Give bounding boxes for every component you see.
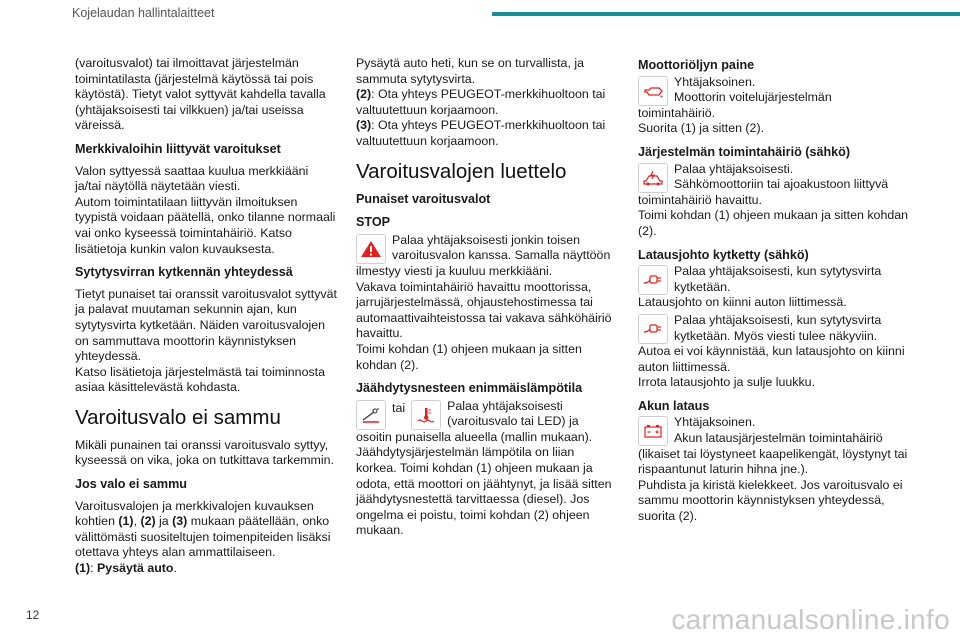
text: : Ota yhteys PEUGEOT-merkkihuoltoon tai valtuutettuun korjaamoon. <box>356 87 606 117</box>
entry-text: Toimi kohdan (1) ohjeen mukaan ja sitten kohdan (2). <box>356 341 582 372</box>
entry-title-battery: Akun lataus <box>638 398 710 413</box>
paragraph: Pysäytä auto heti, kun se on turvallista, ja sammuta sytytysvirta. <box>356 56 584 86</box>
entry-text: Akun latausjärjestelmän toimintahäiriö (likaiset tai löystyneet kaapelikengät, löystynyt tai rispaantunut laturin hihna jne.). <box>638 431 908 477</box>
ref-1: (1) <box>75 561 91 576</box>
section-heading-sytytys: Sytytysvirran kytkennän yhteydessä <box>75 265 293 280</box>
entry-text: Palaa yhtäjaksoisesti, kun sytytysvirta kytketään. <box>674 264 882 294</box>
section-heading-merkkivalot: Merkkivaloihin liittyvät varoitukset <box>75 141 281 156</box>
paragraph <box>75 164 337 195</box>
entry-title-coolant: Jäähdytysnesteen enimmäislämpötila <box>356 381 583 396</box>
header-title: Kojelaudan hallintalaitteet <box>72 6 215 20</box>
column-2 <box>356 56 616 541</box>
entry-text: Palaa yhtäjaksoisesti, kun sytytysvirta kytketään. Myös viesti tulee näkyviin. <box>674 312 882 343</box>
entry-text: Vakava toimintahäiriö havaittu moottorissa, jarrujärjestelmässä, ohjaustehostimessa tai automaattivaihteistossa tai vakava sähköhäiriö havaittu. <box>356 279 612 341</box>
coolant-temperature-icon <box>411 400 441 430</box>
entry-stop <box>356 233 616 373</box>
entry-oil <box>638 75 908 137</box>
text: mukaan päätellään, onko välittömästi suositeltujen toimenpiteiden lisäksi otettava yhteys alan ammattilaiseen. <box>75 514 331 560</box>
entry-text: Palaa yhtäjaksoisesti (varoitusvalo tai LED) ja osoitin punaisella alueella (mallin mukaan). <box>356 398 593 444</box>
text: : <box>90 561 98 576</box>
entry-charging-cable-2 <box>638 313 908 391</box>
oil-pressure-icon <box>638 76 668 106</box>
entry-text: Sähkömoottoriin tai ajoakustoon liittyvä toimintahäiriö havaittu. <box>638 177 889 207</box>
stop-car-label: Pysäytä auto <box>97 561 174 576</box>
entry-text: Yhtäjaksoinen. <box>674 415 756 430</box>
text: : Ota yhteys PEUGEOT-merkkihuoltoon tai valtuutettuun korjaamoon. <box>356 118 606 148</box>
entry-coolant <box>356 399 616 539</box>
entry-title-stop: STOP <box>356 215 391 230</box>
heading-varoitusvalo-ei-sammu: Varoitusvalo ei sammu <box>75 405 281 429</box>
coolant-gauge-icon <box>356 400 386 430</box>
entry-text: Latausjohto on kiinni auton liittimessä. <box>638 295 847 310</box>
text: , <box>133 514 141 529</box>
entry-electric <box>638 162 908 240</box>
entry-title-electric: Järjestelmän toimintahäiriö (sähkö) <box>638 144 851 159</box>
ref-3: (3) <box>356 118 372 133</box>
page-number: 12 <box>26 608 40 622</box>
entry-text: Yhtäjaksoinen. <box>674 74 756 89</box>
section-heading-jos-valo: Jos valo ei sammu <box>75 477 187 492</box>
ref-1: (1) <box>118 514 134 529</box>
column-1 <box>75 56 337 583</box>
paragraph <box>356 87 616 118</box>
paragraph: Katso lisätietoja järjestelmästä tai toiminnosta asiaa käsittelevästä kohdasta. <box>75 364 325 395</box>
entry-text: Irrota latausjohto ja sulje luukku. <box>638 375 816 390</box>
charging-plug-icon <box>638 265 668 295</box>
section-heading-punaiset: Punaiset varoitusvalot <box>356 191 491 206</box>
battery-icon <box>638 416 668 446</box>
ref-2: (2) <box>356 87 372 102</box>
header-accent-bar <box>492 12 960 16</box>
text: Varoitusvalojen ja merkkivalojen kuvauksen kohtien <box>75 498 314 529</box>
column-3 <box>638 58 908 527</box>
entry-title-oil: Moottoriöljyn paine <box>638 58 755 72</box>
charging-plug-icon <box>638 314 668 344</box>
paragraph <box>356 118 616 149</box>
text: ja <box>155 514 173 529</box>
paragraph: Mikäli punainen tai oranssi varoitusvalo syttyy, kyseessä on vika, joka on tutkittava tarkemmin. <box>75 437 334 468</box>
paragraph-line: Valon syttyessä saattaa kuulua merkkiääni ja/tai näytöllä näytetään viesti. <box>75 163 309 194</box>
warning-triangle-icon <box>356 234 386 264</box>
entry-text: Suorita (1) ja sitten (2). <box>638 121 765 136</box>
heading-varoitusvalojen-luettelo: Varoitusvalojen luettelo <box>356 159 567 183</box>
entry-charging-cable-1 <box>638 264 908 311</box>
text: . <box>173 561 177 576</box>
paragraph <box>75 561 337 577</box>
entry-text: Toimi kohdan (1) ohjeen mukaan ja sitten kohdan (2). <box>638 208 909 238</box>
ref-3: (3) <box>172 514 188 529</box>
electric-fault-car-icon <box>638 163 668 193</box>
paragraph: Tietyt punaiset tai oranssit varoitusvalot syttyvät ja palavat muutaman sekunnin ajan, kun sytytysvirta kytketään. Näiden varoitusvalojen on sammuttava moottorin käynnistyksen yhteydessä. <box>75 286 337 364</box>
ref-2: (2) <box>140 514 156 529</box>
watermark: carmanualsonline.info <box>671 604 950 635</box>
entry-text: Jäähdytysjärjestelmän lämpötila on liian korkea. Toimi kohdan (1) ohjeen mukaan ja odota, että moottori on jäähtynyt, ja lisää sitten jäähdytysnestettä tarvittaessa (diesel). Jos ongelma ei poistu, toimi kohdan (2) ohjeen mukaan. <box>356 445 612 538</box>
entry-text: Palaa yhtäjaksoisesti. <box>674 161 794 176</box>
paragraph: (varoitusvalot) tai ilmoittavat järjestelmän toimintatilasta (järjestelmä käytössä tai pois käytöstä). Tietyt valot syttyvät kahdella tavalla (yhtäjaksoisesti tai vilkkuen) ja/tai useissa väreissä. <box>75 56 326 133</box>
paragraph <box>75 499 337 561</box>
entry-text: Palaa yhtäjaksoisesti jonkin toisen varoitusvalon kanssa. Samalla näyttöön ilmestyy viesti ja kuuluu merkkiääni. <box>356 232 611 278</box>
or-label: tai <box>392 400 406 415</box>
entry-text: Autoa ei voi käynnistää, kun latausjohto on kiinni auton liittimessä. <box>638 344 905 374</box>
entry-text: Moottorin voitelujärjestelmän toimintahäiriö. <box>638 90 832 120</box>
entry-battery <box>638 415 908 524</box>
entry-text: Puhdista ja kiristä kielekkeet. Jos varoitusvalo ei sammu moottorin käynnistyksen yhteydessä, suorita (2). <box>638 477 903 524</box>
entry-title-charging-cable: Latausjohto kytketty (sähkö) <box>638 247 809 262</box>
paragraph: Autom toimintatilaan liittyvän ilmoituksen tyypistä voidaan päätellä, onko tilanne normaali vai onko kyseessä toimintahäiriö. Katso lisätietoja kunkin valon kuvauksesta. <box>75 194 336 256</box>
